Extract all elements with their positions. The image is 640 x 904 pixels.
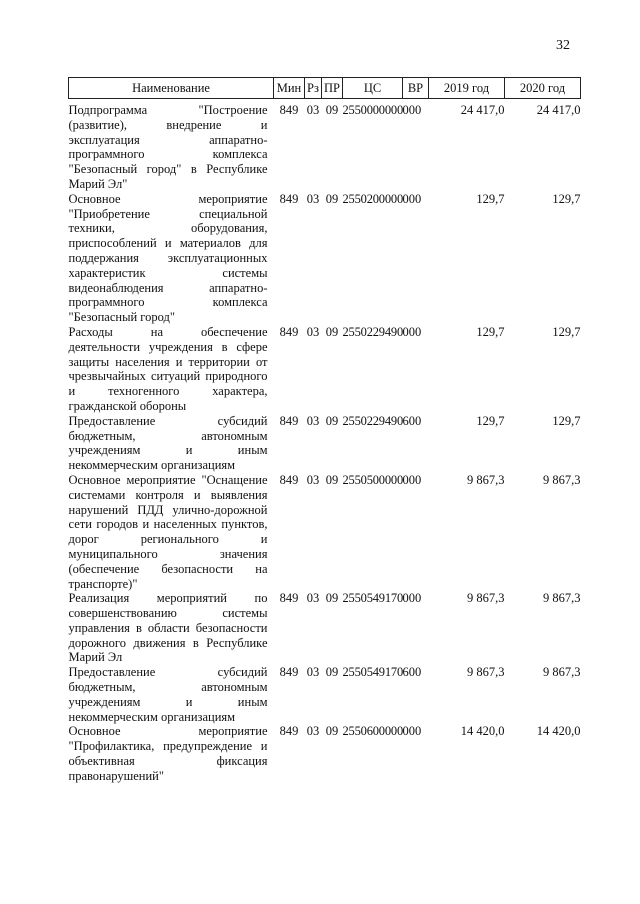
table-row	[69, 192, 581, 325]
row-2020: 14 420,0	[536, 724, 581, 739]
row-pr: 09	[325, 191, 339, 206]
header-2020: 2020 год	[505, 78, 581, 99]
row-rz: 03	[306, 591, 320, 606]
row-cs: 2550229490	[342, 324, 404, 339]
row-cs: 2550200000	[342, 191, 404, 206]
row-cs: 2550229490	[342, 413, 404, 428]
row-rz: 03	[306, 724, 320, 739]
row-vr: 000	[402, 324, 422, 339]
table-row	[69, 325, 581, 414]
header-2019: 2019 год	[429, 78, 505, 99]
row-min: 849	[279, 103, 299, 117]
row-cs: 2550600000	[342, 724, 404, 739]
row-rz: 03	[306, 191, 320, 206]
row-rz: 03	[306, 324, 320, 339]
row-2019: 129,7	[476, 191, 505, 206]
table-row	[69, 414, 581, 473]
row-pr: 09	[325, 413, 339, 428]
row-pr: 09	[325, 724, 339, 739]
row-name: Предоставление субсидий бюджетным, автономным учреждениям и иным некоммерческим организациям	[68, 413, 268, 473]
row-vr: 000	[402, 724, 422, 739]
row-2020: 9 867,3	[543, 472, 581, 487]
row-2019: 9 867,3	[467, 591, 505, 606]
row-vr: 600	[402, 413, 422, 428]
header-min: Мин	[274, 78, 305, 99]
budget-table	[68, 77, 581, 784]
row-min: 849	[279, 724, 299, 739]
row-vr: 000	[402, 103, 422, 117]
table-row	[69, 473, 581, 591]
row-2019: 24 417,0	[460, 103, 505, 117]
row-rz: 03	[306, 665, 320, 680]
table-row	[69, 724, 581, 783]
row-2020: 9 867,3	[543, 665, 581, 680]
page-number: 32	[556, 38, 570, 53]
row-name: Предоставление субсидий бюджетным, автономным учреждениям и иным некоммерческим организациям	[68, 665, 268, 724]
row-name: Основное мероприятие "Приобретение специальной техники, оборудования, приспособлений и материалов для поддержания эксплуатационных характеристик системы видеонаблюдения аппаратно-программного комплекса "Безопасный город"	[68, 191, 268, 325]
header-pr: ПР	[322, 78, 343, 99]
row-min: 849	[279, 324, 299, 339]
row-vr: 000	[402, 591, 422, 606]
row-2020: 129,7	[552, 324, 581, 339]
header-name: Наименование	[69, 78, 274, 99]
table-row	[69, 591, 581, 665]
row-vr: 600	[402, 665, 422, 680]
row-2019: 9 867,3	[467, 665, 505, 680]
row-rz: 03	[306, 103, 320, 117]
row-2019: 14 420,0	[460, 724, 505, 739]
row-min: 849	[279, 472, 299, 487]
row-2020: 9 867,3	[543, 591, 581, 606]
row-vr: 000	[402, 472, 422, 487]
row-cs: 2550000000	[342, 103, 404, 117]
row-vr: 000	[402, 191, 422, 206]
row-2020: 129,7	[552, 191, 581, 206]
row-name: Реализация мероприятий по совершенствованию системы управления в области безопасности дорожного движения в Республике Марий Эл	[68, 591, 268, 665]
row-name: Расходы на обеспечение деятельности учреждения в сфере защиты населения и территории от чрезвычайных ситуаций природного и техногенного характера, гражданской обороны	[68, 324, 268, 413]
row-pr: 09	[325, 324, 339, 339]
row-name: Подпрограмма "Построение (развитие), внедрение и эксплуатация аппаратно-программного комплекса "Безопасный город" в Республике Марий Эл"	[68, 103, 268, 191]
table-header	[69, 78, 581, 99]
row-min: 849	[279, 591, 299, 606]
row-name: Основное мероприятие "Оснащение системами контроля и выявления нарушений ПДД улично-дорожной сети городов и населенных пунктов, дорог регионального и муниципального значения (обеспечение безопасности на транспорте)"	[68, 472, 268, 591]
header-rz: Рз	[305, 78, 322, 99]
row-pr: 09	[325, 103, 339, 117]
table-row	[69, 99, 581, 192]
row-min: 849	[279, 665, 299, 680]
row-name: Основное мероприятие "Профилактика, предупреждение и объективная фиксация правонарушений"	[68, 724, 268, 783]
row-2020: 24 417,0	[536, 103, 581, 117]
header-vr: ВР	[403, 78, 429, 99]
row-rz: 03	[306, 472, 320, 487]
row-min: 849	[279, 191, 299, 206]
row-2019: 129,7	[476, 413, 505, 428]
row-2020: 129,7	[552, 413, 581, 428]
row-cs: 2550549170	[342, 591, 404, 606]
header-cs: ЦС	[343, 78, 403, 99]
row-pr: 09	[325, 591, 339, 606]
row-cs: 2550549170	[342, 665, 404, 680]
row-cs: 2550500000	[342, 472, 404, 487]
table-body	[69, 99, 581, 784]
row-min: 849	[279, 413, 299, 428]
row-pr: 09	[325, 665, 339, 680]
row-pr: 09	[325, 472, 339, 487]
row-2019: 129,7	[476, 324, 505, 339]
row-rz: 03	[306, 413, 320, 428]
row-2019: 9 867,3	[467, 472, 505, 487]
table-row	[69, 665, 581, 724]
